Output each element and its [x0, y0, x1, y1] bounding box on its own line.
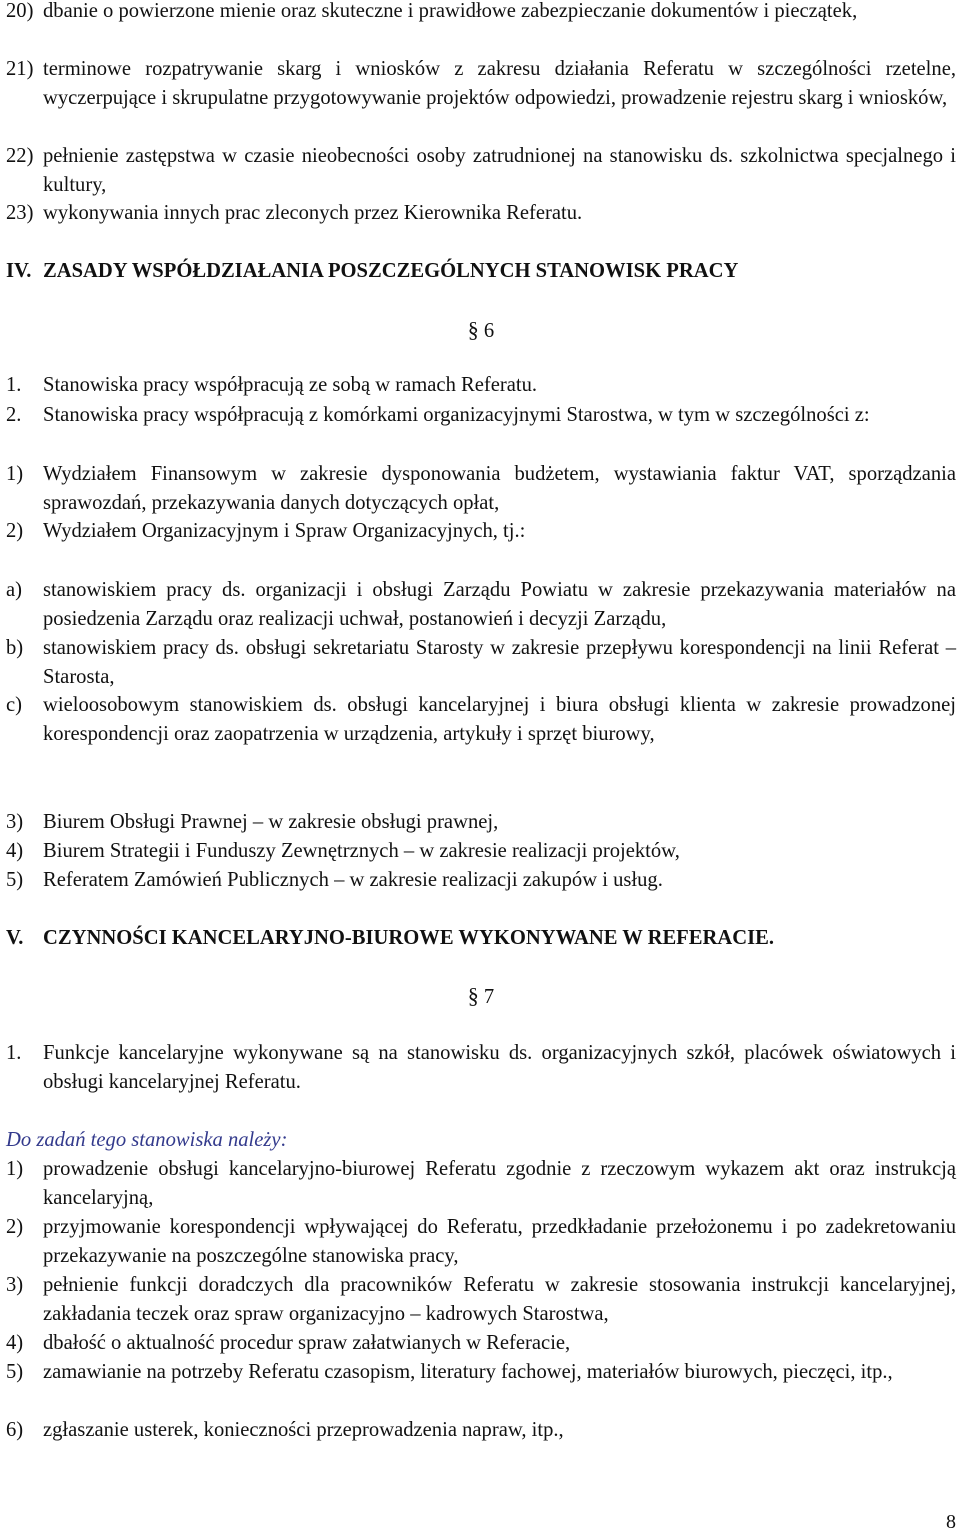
- list-text: zgłaszanie usterek, konieczności przeprowadzenia napraw, itp.,: [43, 1419, 564, 1441]
- list-number: 1.: [6, 374, 22, 396]
- list-text: pełnienie funkcji doradczych dla pracowników Referatu w zakresie stosowania instrukcji kancelaryjnej, zakładania teczek oraz spraw organizacyjno – kadrowych Starostwa,: [43, 1274, 956, 1325]
- list-number: 3): [6, 1274, 24, 1296]
- list-item: [6, 142, 956, 200]
- list-text: Stanowiska pracy współpracują z komórkami organizacyjnymi Starostwa, w tym w szczególności z:: [43, 404, 870, 426]
- list-item: [6, 1329, 956, 1358]
- list-item: [6, 55, 956, 113]
- list-item: [6, 576, 956, 634]
- list-number: 6): [6, 1419, 24, 1441]
- list-number: b): [6, 637, 24, 659]
- list-item: [6, 1271, 956, 1329]
- section-number: IV.: [6, 260, 32, 282]
- list-item: [6, 371, 956, 400]
- list-text: dbałość o aktualność procedur spraw załatwianych w Referacie,: [43, 1332, 571, 1354]
- list-number: 4): [6, 840, 24, 862]
- list-text: wieloosobowym stanowiskiem ds. obsługi kancelaryjnej i biura obsługi klienta w zakresie prowadzonej korespondencji oraz zaopatrzenia w urządzenia, artykuły i sprzęt biurowy,: [43, 694, 956, 745]
- list-number: 20): [6, 0, 34, 22]
- list-text: pełnienie zastępstwa w czasie nieobecności osoby zatrudnionej na stanowisku ds. szkolnictwa specjalnego i kultury,: [43, 145, 956, 196]
- list-item: [6, 199, 956, 228]
- section-title: CZYNNOŚCI KANCELARYJNO-BIUROWE WYKONYWANE W REFERACIE.: [43, 927, 775, 949]
- list-number: c): [6, 694, 22, 716]
- section-heading: [6, 257, 738, 286]
- list-item: [6, 866, 956, 895]
- list-text: przyjmowanie korespondencji wpływającej do Referatu, przedkładanie przełożonemu i po zadekretowaniu przekazywanie na poszczególne stanowiska pracy,: [43, 1216, 956, 1267]
- list-text: prowadzenie obsługi kancelaryjno-biurowej Referatu zgodnie z rzeczowym wykazem akt oraz instrukcją kancelaryjną,: [43, 1158, 956, 1209]
- list-item: [6, 1039, 956, 1097]
- list-number: 5): [6, 1361, 24, 1383]
- list-text: dbanie o powierzone mienie oraz skuteczne i prawidłowe zabezpieczanie dokumentów i pieczątek,: [43, 0, 858, 22]
- list-item: [6, 808, 956, 837]
- list-item: [6, 1358, 956, 1387]
- paragraph-number: 6: [483, 320, 495, 342]
- section-title: ZASADY WSPÓŁDZIAŁANIA POSZCZEGÓLNYCH STANOWISK PRACY: [43, 260, 739, 282]
- list-item: [6, 401, 956, 430]
- list-item: [6, 0, 956, 26]
- list-number: 1): [6, 1158, 24, 1180]
- list-number: 21): [6, 58, 34, 80]
- list-text: Biurem Strategii i Funduszy Zewnętrznych – w zakresie realizacji projektów,: [43, 840, 680, 862]
- list-item: [6, 460, 956, 518]
- paragraph-marker: [6, 316, 956, 346]
- section-number: V.: [6, 927, 24, 949]
- list-text: wykonywania innych prac zleconych przez Kierownika Referatu.: [43, 202, 583, 224]
- list-text: Biurem Obsługi Prawnej – w zakresie obsługi prawnej,: [43, 811, 499, 833]
- list-number: 5): [6, 869, 24, 891]
- section-heading: [6, 924, 774, 953]
- list-number: a): [6, 579, 22, 601]
- list-item: [6, 634, 956, 692]
- paragraph-marker: [6, 982, 956, 1012]
- list-item: [6, 1416, 956, 1445]
- list-text: stanowiskiem pracy ds. organizacji i obsługi Zarządu Powiatu w zakresie przekazywania materiałów na posiedzenia Zarządu oraz realizacji uchwał, postanowień i decyzji Zarządu,: [43, 579, 956, 630]
- list-item: [6, 1155, 956, 1213]
- paragraph-number: 7: [483, 986, 495, 1008]
- list-text: terminowe rozpatrywanie skarg i wniosków z zakresu działania Referatu w szczególności rzetelne, wyczerpujące i skrupulatne przygotowywanie projektów odpowiedzi, prowadzenie rejestru skarg i wniosków,: [43, 58, 956, 109]
- list-text: zamawianie na potrzeby Referatu czasopism, literatury fachowej, materiałów biurowych, pieczęci, itp.,: [43, 1361, 893, 1383]
- list-item: [6, 1213, 956, 1271]
- list-number: 2): [6, 520, 24, 542]
- list-number: 23): [6, 202, 34, 224]
- list-text: stanowiskiem pracy ds. obsługi sekretariatu Starosty w zakresie przepływu korespondencji na linii Referat – Starosta,: [43, 637, 956, 688]
- tasks-intro: Do zadań tego stanowiska należy:: [6, 1129, 288, 1151]
- list-number: 2.: [6, 404, 22, 426]
- paragraph-symbol: §: [467, 983, 479, 1008]
- list-text: Wydziałem Finansowym w zakresie dysponowania budżetem, wystawiania faktur VAT, sporządzania sprawozdań, przekazywania danych dotyczących opłat,: [43, 463, 956, 514]
- list-item: [6, 691, 956, 749]
- paragraph-symbol: §: [467, 317, 479, 342]
- list-number: 4): [6, 1332, 24, 1354]
- list-text: Referatem Zamówień Publicznych – w zakresie realizacji zakupów i usług.: [43, 869, 663, 891]
- list-text: Wydziałem Organizacyjnym i Spraw Organizacyjnych, tj.:: [43, 520, 526, 542]
- list-text: Stanowiska pracy współpracują ze sobą w ramach Referatu.: [43, 374, 538, 396]
- page-number: 8: [946, 1511, 956, 1533]
- list-number: 22): [6, 145, 34, 167]
- list-item: [6, 517, 956, 546]
- list-number: 2): [6, 1216, 24, 1238]
- list-text: Funkcje kancelaryjne wykonywane są na stanowisku ds. organizacyjnych szkół, placówek oświatowych i obsługi kancelaryjnej Referatu.: [43, 1042, 956, 1093]
- list-item: [6, 837, 956, 866]
- list-number: 3): [6, 811, 24, 833]
- list-number: 1.: [6, 1042, 22, 1064]
- list-number: 1): [6, 463, 24, 485]
